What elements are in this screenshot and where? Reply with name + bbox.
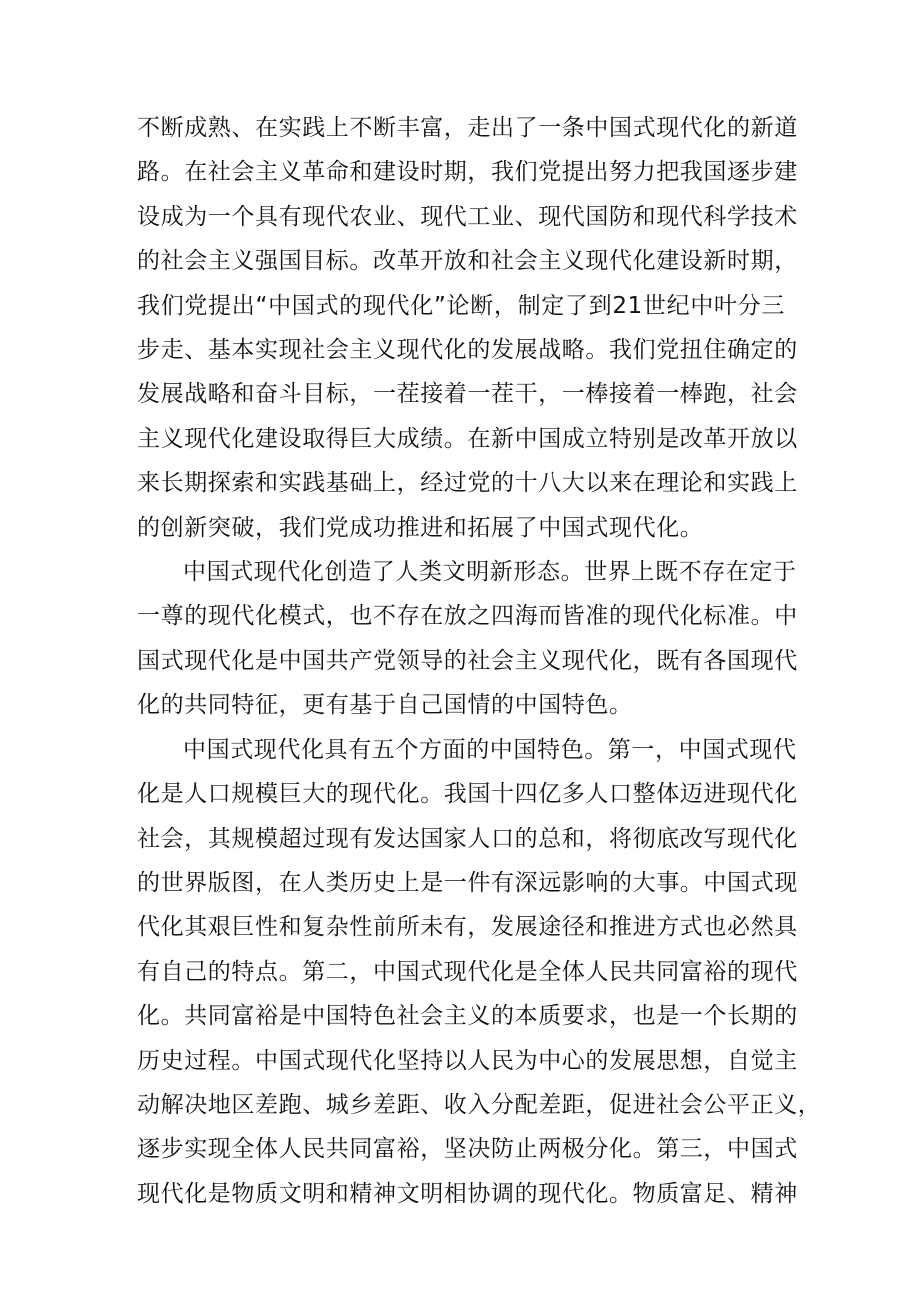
text-line: 不断成熟、在实践上不断丰富，走出了一条中国式现代化的新道 — [137, 115, 798, 141]
text-line: 步走、基本实现社会主义现代化的发展战略。我们党扭住确定的 — [137, 337, 798, 364]
text-line: 来长期探索和实践基础上，经过党的十八大以来在理论和实践上 — [137, 470, 798, 497]
text-line: 化是人口规模巨大的现代化。我国十四亿多人口整体迈进现代化 — [137, 781, 798, 808]
text-line: 现代化是物质文明和精神文明相协调的现代化。物质富足、精神 — [137, 1180, 798, 1207]
text-line: 的社会主义强国目标。改革开放和社会主义现代化建设新时期， — [137, 248, 798, 275]
text-line: 我们党提出“中国式的现代化”论断，制定了到21世纪中叶分三 — [137, 292, 785, 319]
text-line: 有自己的特点。第二，中国式现代化是全体人民共同富裕的现代 — [137, 958, 798, 985]
text-line: 代化其艰巨性和复杂性前所未有，发展途径和推进方式也必然具 — [137, 914, 798, 941]
paragraph — [137, 106, 798, 550]
paragraph — [137, 728, 822, 1216]
text-line: 动解决地区差跑、城乡差距、收入分配差距，促进社会公平正义， — [137, 1091, 822, 1118]
text-line: 的世界版图，在人类历史上是一件有深远影响的大事。中国式现 — [137, 869, 798, 896]
text-line: 中国式现代化创造了人类文明新形态。世界上既不存在定于 — [183, 559, 797, 586]
text-line: 中国式现代化具有五个方面的中国特色。第一，中国式现代 — [183, 736, 797, 763]
text-line: 路。在社会主义革命和建设时期，我们党提出努力把我国逐步建 — [137, 159, 798, 186]
paragraph — [137, 550, 798, 728]
text-line: 社会，其规模超过现有发达国家人口的总和，将彻底改写现代化 — [137, 825, 798, 852]
text-line: 逐步实现全体人民共同富裕，坚决防止两极分化。第三，中国式 — [137, 1136, 798, 1163]
text-line: 化的共同特征，更有基于自己国情的中国特色。 — [137, 692, 633, 719]
text-line: 历史过程。中国式现代化坚持以人民为中心的发展思想，自觉主 — [137, 1047, 798, 1074]
text-line: 的创新突破，我们党成功推进和拓展了中国式现代化。 — [137, 514, 704, 541]
text-line: 化。共同富裕是中国特色社会主义的本质要求，也是一个长期的 — [137, 1003, 798, 1030]
document-body — [137, 106, 822, 1216]
text-line: 一尊的现代化模式，也不存在放之四海而皆准的现代化标准。中 — [137, 603, 798, 630]
text-line: 发展战略和奋斗目标，一茬接着一茬干，一棒接着一棒跑，社会 — [137, 381, 798, 408]
text-line: 国式现代化是中国共产党领导的社会主义现代化，既有各国现代 — [137, 647, 798, 674]
text-line: 设成为一个具有现代农业、现代工业、现代国防和现代科学技术 — [137, 203, 798, 230]
text-line: 主义现代化建设取得巨大成绩。在新中国成立特别是改革开放以 — [137, 425, 798, 452]
